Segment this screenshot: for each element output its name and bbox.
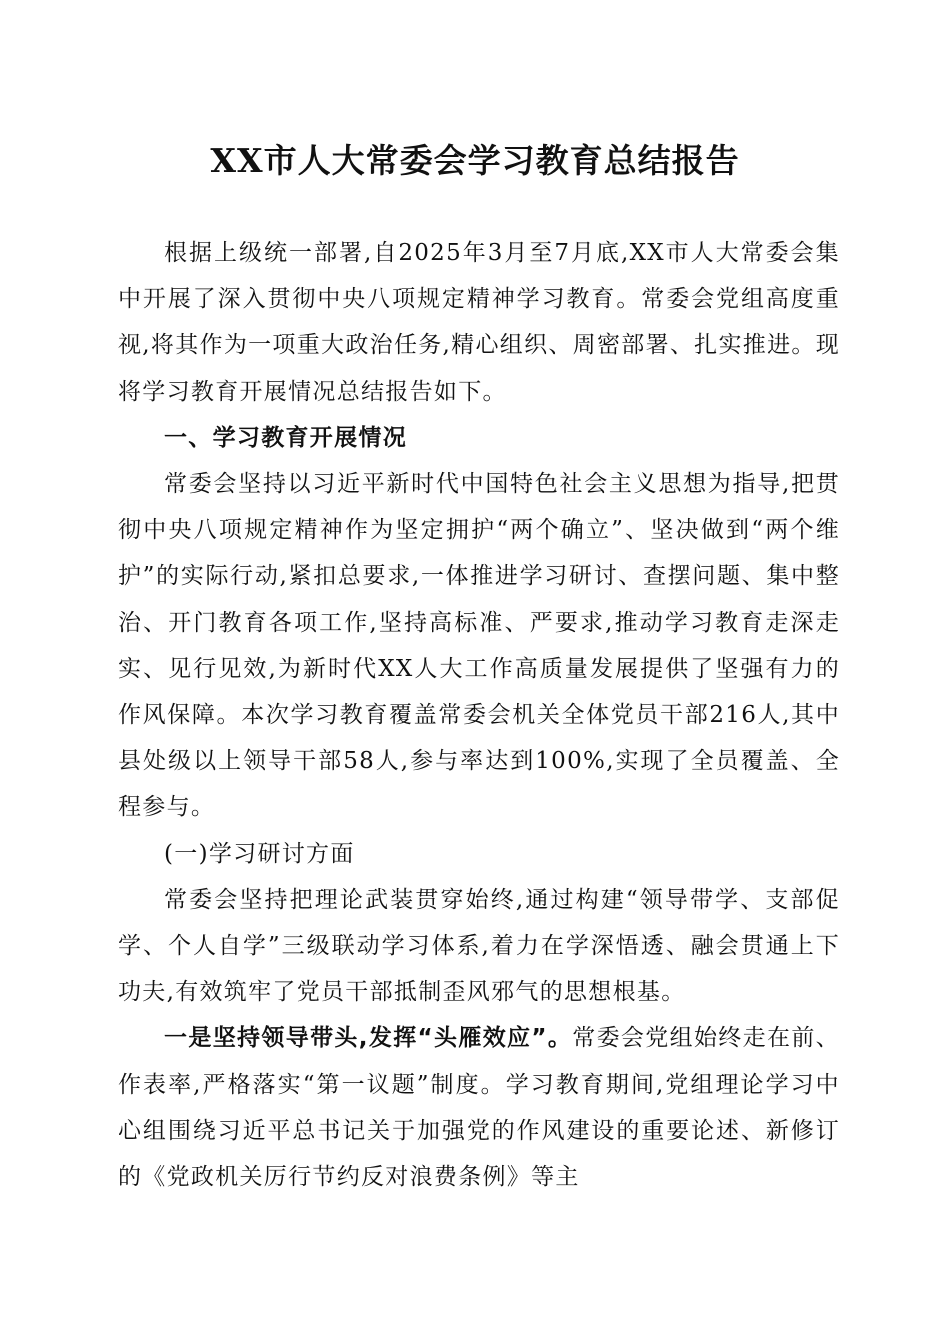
point-1-paragraph	[118, 1015, 840, 1200]
document-body	[118, 230, 840, 1200]
document-title: XX市人大常委会学习教育总结报告	[210, 141, 740, 180]
point-1-text: 常委会党组始终走在前、作表率,严格落实“第一议题”制度。学习教育期间,党组理论学习中心组围绕习近平总书记关于加强党的作风建设的重要论述、新修订的《党政机关厉行节约反对浪费条例》等主	[118, 1025, 840, 1191]
section-1-paragraph: 常委会坚持以习近平新时代中国特色社会主义思想为指导,把贯彻中央八项规定精神作为坚定拥护“两个确立”、坚决做到“两个维护”的实际行动,紧扣总要求,一体推进学习研讨、查摆问题、集中整治、开门教育各项工作,坚持高标准、严要求,推动学习教育走深走实、见行见效,为新时代XX人大工作高质量发展提供了坚强有力的作风保障。本次学习教育覆盖常委会机关全体党员干部216人,其中县处级以上领导干部58人,参与率达到100%,实现了全员覆盖、全程参与。	[118, 471, 840, 821]
subsection-heading-1: (一)学习研讨方面	[164, 840, 355, 867]
point-1-lead: 一是坚持领导带头,发挥“头雁效应”。	[164, 1025, 573, 1052]
section-heading-1: 一、学习教育开展情况	[164, 424, 407, 451]
intro-paragraph: 根据上级统一部署,自2025年3月至7月底,XX市人大常委会集中开展了深入贯彻中央八项规定精神学习教育。常委会党组高度重视,将其作为一项重大政治任务,精心组织、周密部署、扎实推进。现将学习教育开展情况总结报告如下。	[118, 240, 840, 405]
subsection-1-paragraph: 常委会坚持把理论武装贯穿始终,通过构建“领导带学、支部促学、个人自学”三级联动学习体系,着力在学深悟透、融会贯通上下功夫,有效筑牢了党员干部抵制歪风邪气的思想根基。	[118, 886, 840, 1006]
